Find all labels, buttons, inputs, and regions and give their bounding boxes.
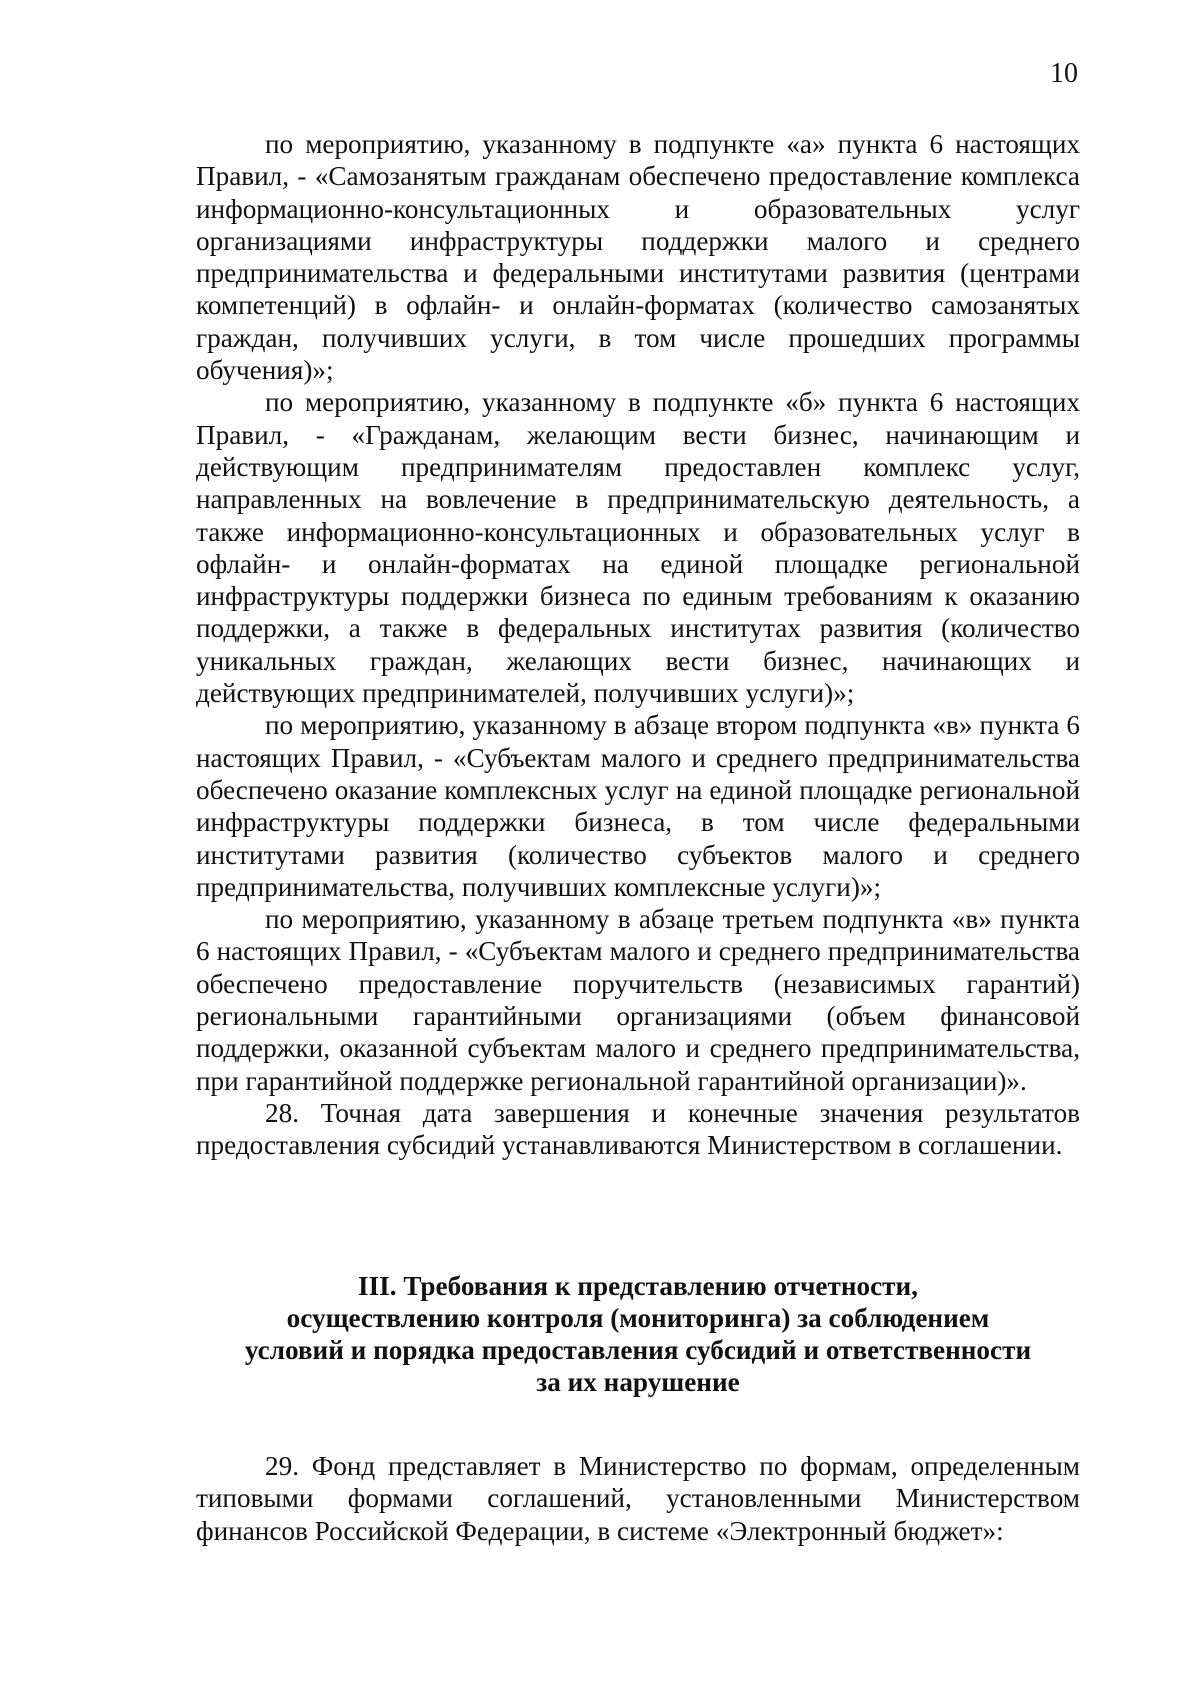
section-heading-line: условий и порядка предоставления субсидий и ответственности — [244, 1335, 1032, 1365]
section-heading-line: за их нарушение — [536, 1367, 740, 1397]
closing-body — [196, 1450, 1080, 1547]
paragraph-measure-b: по мероприятию, указанному в подпункте «б» пункта 6 настоящих Правил, - «Гражданам, желающим вести бизнес, начинающим и действующим предпринимателям предоставлен комплекс услуг, направленных на вовлечение в предпринимательскую деятельность, а также информационно-консультационных и образовательных услуг в офлайн- и онлайн-форматах на единой площадке региональной инфраструктуры поддержки бизнеса по единым требованиям к оказанию поддержки, а также в федеральных институтах развития (количество уникальных граждан, желающих вести бизнес, начинающих и действующих предпринимателей, получивших услуги)»; — [196, 387, 1080, 709]
section-heading-line: осуществлению контроля (мониторинга) за соблюдением — [286, 1303, 990, 1333]
document-body — [196, 128, 1080, 1162]
page-number: 10 — [1050, 58, 1078, 89]
section-heading — [196, 1270, 1080, 1398]
paragraph-measure-a: по мероприятию, указанному в подпункте «а» пункта 6 настоящих Правил, - «Самозанятым гражданам обеспечено предоставление комплекса информационно-консультационных и образовательных услуг организациями инфраструктуры поддержки малого и среднего предпринимательства и федеральными институтами развития (центрами компетенций) в офлайн- и онлайн-форматах (количество самозанятых граждан, получивших услуги, в том числе прошедших программы обучения)»; — [196, 129, 1080, 386]
paragraph-measure-v-second: по мероприятию, указанному в абзаце втором подпункта «в» пункта 6 настоящих Правил, - «Субъектам малого и среднего предпринимательства обеспечено оказание комплексных услуг на единой площадке региональной инфраструктуры поддержки бизнеса, в том числе федеральными институтами развития (количество субъектов малого и среднего предпринимательства, получивших комплексные услуги)»; — [196, 710, 1080, 902]
paragraph-measure-v-third: по мероприятию, указанному в абзаце третьем подпункта «в» пункта 6 настоящих Правил, - «Субъектам малого и среднего предпринимательства обеспечено предоставление поручительств (независимых гарантий) региональными гарантийными организациями (объем финансовой поддержки, оказанной субъектам малого и среднего предпринимательства, при гарантийной поддержке региональной гарантийной организации)». — [196, 904, 1080, 1096]
paragraph-item-28: 28. Точная дата завершения и конечные значения результатов предоставления субсидий устанавливаются Министерством в соглашении. — [196, 1097, 1080, 1161]
section-heading-line: III. Требования к представлению отчетности, — [358, 1271, 918, 1301]
paragraph-item-29: 29. Фонд представляет в Министерство по формам, определенным типовыми формами соглашений, установленными Министерством финансов Российской Федерации, в системе «Электронный бюджет»: — [196, 1451, 1080, 1546]
